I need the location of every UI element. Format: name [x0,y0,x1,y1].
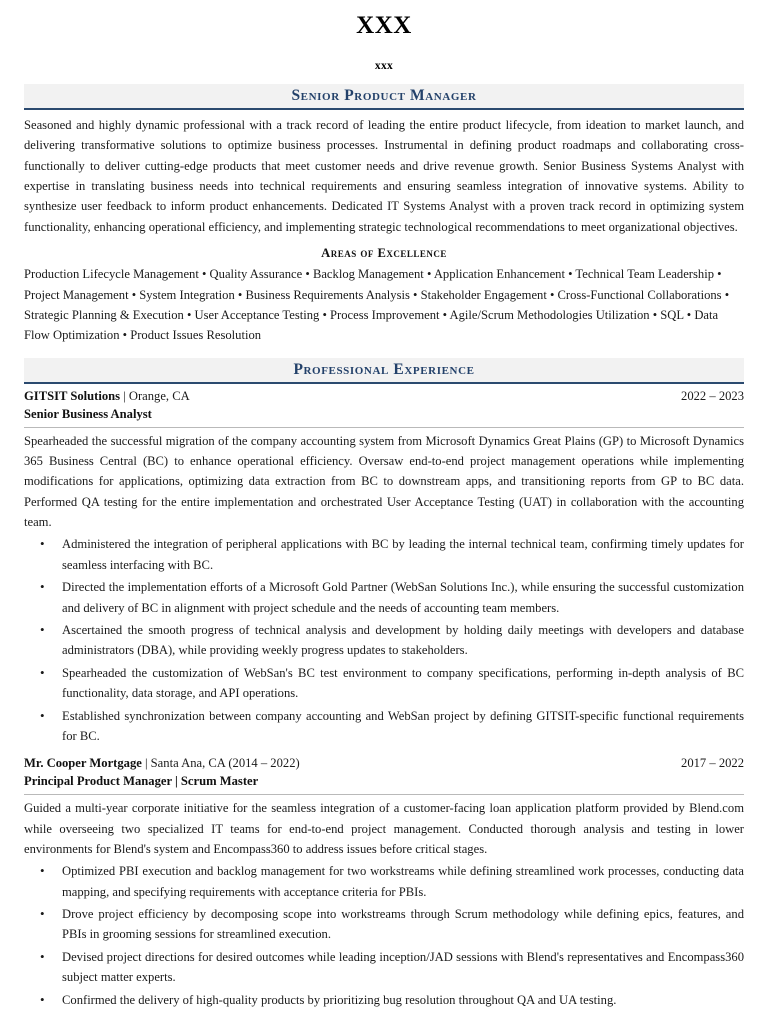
job-bullet: • Spearheaded the customization of WebSan's BC test environment to company specifications, performing in-depth analysis of BC functionality, data storage, and API operations. [24,663,744,704]
job-summary: Spearheaded the successful migration of the company accounting system from Microsoft Dynamics Great Plains (GP) to Microsoft Dynamics 365 Business Central (BC) to enhance operational efficiency. Oversaw end-to-end project management operations while implementing modifications for applications, optimizing data extraction from BC to downstream apps, and transitioning reports from GP to BC data. Performed QA testing for the entire implementation and orchestrated User Acceptance Testing (UAT) in collaboration with the accounting team. [24,433,744,530]
candidate-name: XXX [356,12,412,39]
professional-summary: Seasoned and highly dynamic professional with a track record of leading the entire product lifecycle, from ideation to market launch, and delivering transformative solutions to optimize business processes. Instrumental in defining product roadmaps and collaborating cross-functionally to deliver cutting-edge products that meet customer needs and drive revenue growth. Senior Business Systems Analyst with expertise in translating business needs into technical requirements and ensuring seamless integration of innovative systems. Ability to synthesize user feedback to inform product enhancements. Dedicated IT Systems Analyst with a proven track record in optimizing system functionality, enhancing operational efficiency, and implementing strategic technological recommendations to meet organizational objectives. [24,117,744,234]
job-company-location [24,755,300,773]
job-bullet: • Devised project directions for desired outcomes while leading inception/JAD sessions with Blend's representatives and Encompass360 subject matter experts. [24,947,744,988]
job-role: Senior Business Analyst [24,406,152,421]
job-bullet: • Established synchronization between company accounting and WebSan project by defining GITSIT-specific functional requirements for BC. [24,706,744,747]
job-title-text: Senior Product Manager [291,86,477,104]
job-bullet: • Optimized PBI execution and backlog management for two workstreams while defining streamlined work processes, conducting data mapping, and specifying requirements with acceptance criteria for PBIs. [24,861,744,902]
experience-entry [24,755,744,1010]
job-bullet-list [24,534,744,746]
job-location: | Santa Ana, CA (2014 – 2022) [141,756,300,771]
divider [24,794,744,795]
areas-of-excellence-heading: Areas of Excellence [321,246,447,261]
job-company: Mr. Cooper Mortgage [24,756,142,771]
job-dates: 2017 – 2022 [681,756,744,771]
job-summary: Guided a multi-year corporate initiative for the seamless integration of a customer-facing loan application platform provided by Blend.com while overseeing two specialized IT teams for end-to-end project management. Conducted thorough analysis and testing in lower environments for Blend's system and Encompass360 to address issues before critical stages. [24,801,744,856]
job-bullet: • Drove project efficiency by decomposing scope into workstreams through Scrum methodology while defining epics, features, and PBIs in grooming sessions for streamlined execution. [24,904,744,945]
job-role: Principal Product Manager | Scrum Master [24,774,259,789]
job-bullet: • Directed the implementation efforts of a Microsoft Gold Partner (WebSan Solutions Inc.), while ensuring the successful customization and delivery of BC in alignment with project schedule and the needs of accounting team members. [24,577,744,618]
professional-experience-text: Professional Experience [293,360,475,378]
job-header-row [24,388,744,406]
job-bullet: • Confirmed the delivery of high-quality products by prioritizing bug resolution throughout QA and UA testing. [24,990,744,1010]
experience-entry [24,388,744,747]
job-title-banner [24,84,744,110]
areas-of-excellence-list: Production Lifecycle Management • Quality Assurance • Backlog Management • Application Enhancement • Technical Team Leadership • Project Management • System Integration • Business Requirements Analysis • Stakeholder Engagement • Cross-Functional Collaborations • Strategic Planning & Execution • User Acceptance Testing • Process Improvement • Agile/Scrum Methodologies Utilization • SQL • Data Flow Optimization • Product Issues Resolution [24,267,730,343]
job-bullet: • Administered the integration of peripheral applications with BC by leading the internal technical team, confirming timely updates for seamless interfacing with BC. [24,534,744,575]
job-dates: 2022 – 2023 [681,388,744,403]
divider [24,427,744,428]
contact-line: xxx [374,59,394,72]
job-bullet-list [24,861,744,1010]
job-bullet: • Ascertained the smooth progress of technical analysis and development by holding daily meetings with developers and database administrators (DBA), while providing weekly progress updates to stakeholders. [24,620,744,661]
job-location: | Orange, CA [120,388,190,403]
job-company: GITSIT Solutions [24,388,121,403]
job-company-location [24,388,190,406]
professional-experience-banner [24,358,744,384]
job-header-row [24,755,744,773]
